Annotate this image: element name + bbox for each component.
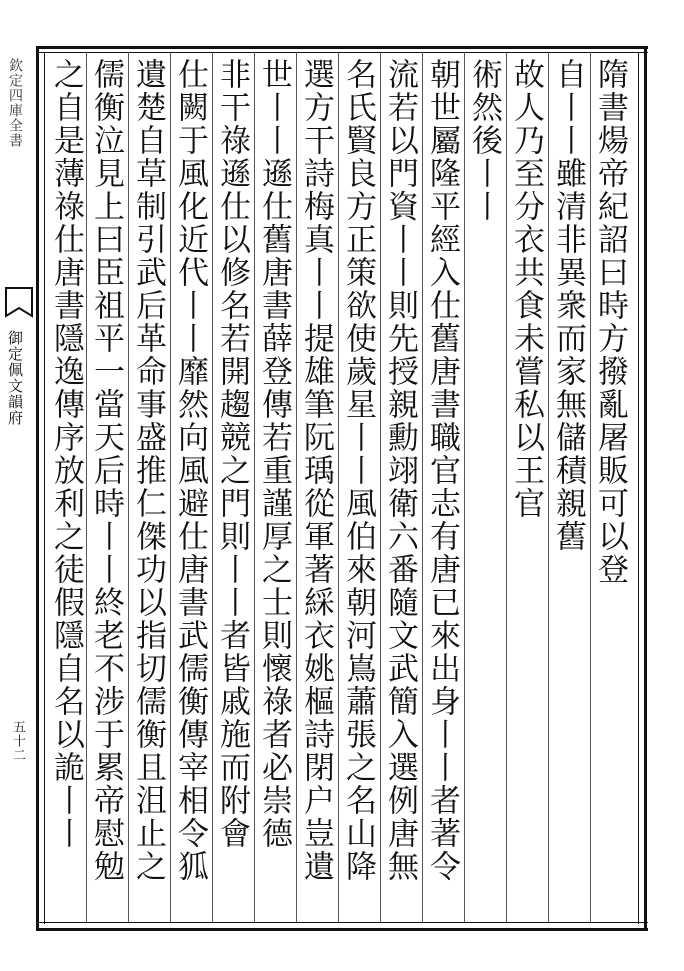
text-column-4: 術然後丨丨 bbox=[466, 58, 502, 223]
border-left-inner bbox=[44, 52, 45, 924]
text-column-10: 非干祿遜仕以修名若開趨競之門則丨丨者皆戚施而附會 bbox=[214, 58, 250, 850]
column-divider bbox=[86, 52, 87, 922]
text-column-9: 世丨丨遜仕舊唐書薛登傳若重謹厚之士則懷祿者必崇德 bbox=[256, 58, 292, 850]
column-divider bbox=[464, 52, 465, 922]
column-divider bbox=[506, 52, 507, 922]
border-right-inner bbox=[638, 52, 639, 924]
border-bottom bbox=[36, 928, 648, 931]
running-head: 欽定四庫全書 bbox=[7, 58, 23, 148]
column-divider bbox=[548, 52, 549, 922]
text-column-14: 之自是薄祿仕唐書隱逸傳序放利之徒假隱自名以詭丨丨 bbox=[48, 58, 84, 850]
text-column-13: 儒衡泣見上曰臣祖平一當天后時丨丨終老不涉于累帝慰勉 bbox=[88, 58, 124, 883]
column-divider bbox=[296, 52, 297, 922]
text-column-8: 選方干詩梅真丨丨提雄筆阮瑀從軍著綵衣姚樞詩閉户豈遺 bbox=[298, 58, 334, 883]
column-divider bbox=[128, 52, 129, 922]
text-column-1: 隋書煬帝紀詔曰時方撥亂屠販可以登 bbox=[592, 58, 628, 586]
border-bottom-inner bbox=[36, 922, 648, 923]
text-column-12: 遺楚自草制引武后革命事盛推仁傑功以指切儒衡且沮止之 bbox=[130, 58, 166, 883]
book-title: 御定佩文韻府 bbox=[6, 330, 24, 426]
column-divider bbox=[212, 52, 213, 922]
text-column-11: 仕闕于風化近代丨丨靡然向風避仕唐書武儒衡傳宰相令狐 bbox=[172, 58, 208, 883]
column-divider bbox=[170, 52, 171, 922]
text-column-7: 名氏賢良方正策欲使歲星丨丨風伯來朝河嶌蕭張之名山降 bbox=[340, 58, 376, 883]
column-divider bbox=[422, 52, 423, 922]
column-divider bbox=[338, 52, 339, 922]
border-right bbox=[644, 46, 647, 931]
page-number: 五十二 bbox=[10, 720, 25, 762]
fishtail-mark-icon bbox=[4, 286, 34, 326]
text-column-6: 流若以門資丨丨則先授親勳翊衛六番隨文武簡入選例唐無 bbox=[382, 58, 418, 883]
column-divider bbox=[380, 52, 381, 922]
text-column-3: 故人乃至分衣共食未嘗私以王官 bbox=[508, 58, 544, 520]
text-column-2: 自丨丨雖清非異衆而家無儲積親舊 bbox=[550, 58, 586, 553]
column-divider bbox=[254, 52, 255, 922]
text-column-5: 朝世屬隆平經入仕舊唐書職官志有唐已來出身丨丨者著令 bbox=[424, 58, 460, 883]
border-top bbox=[36, 46, 648, 49]
border-left bbox=[36, 46, 39, 931]
column-divider bbox=[590, 52, 591, 922]
